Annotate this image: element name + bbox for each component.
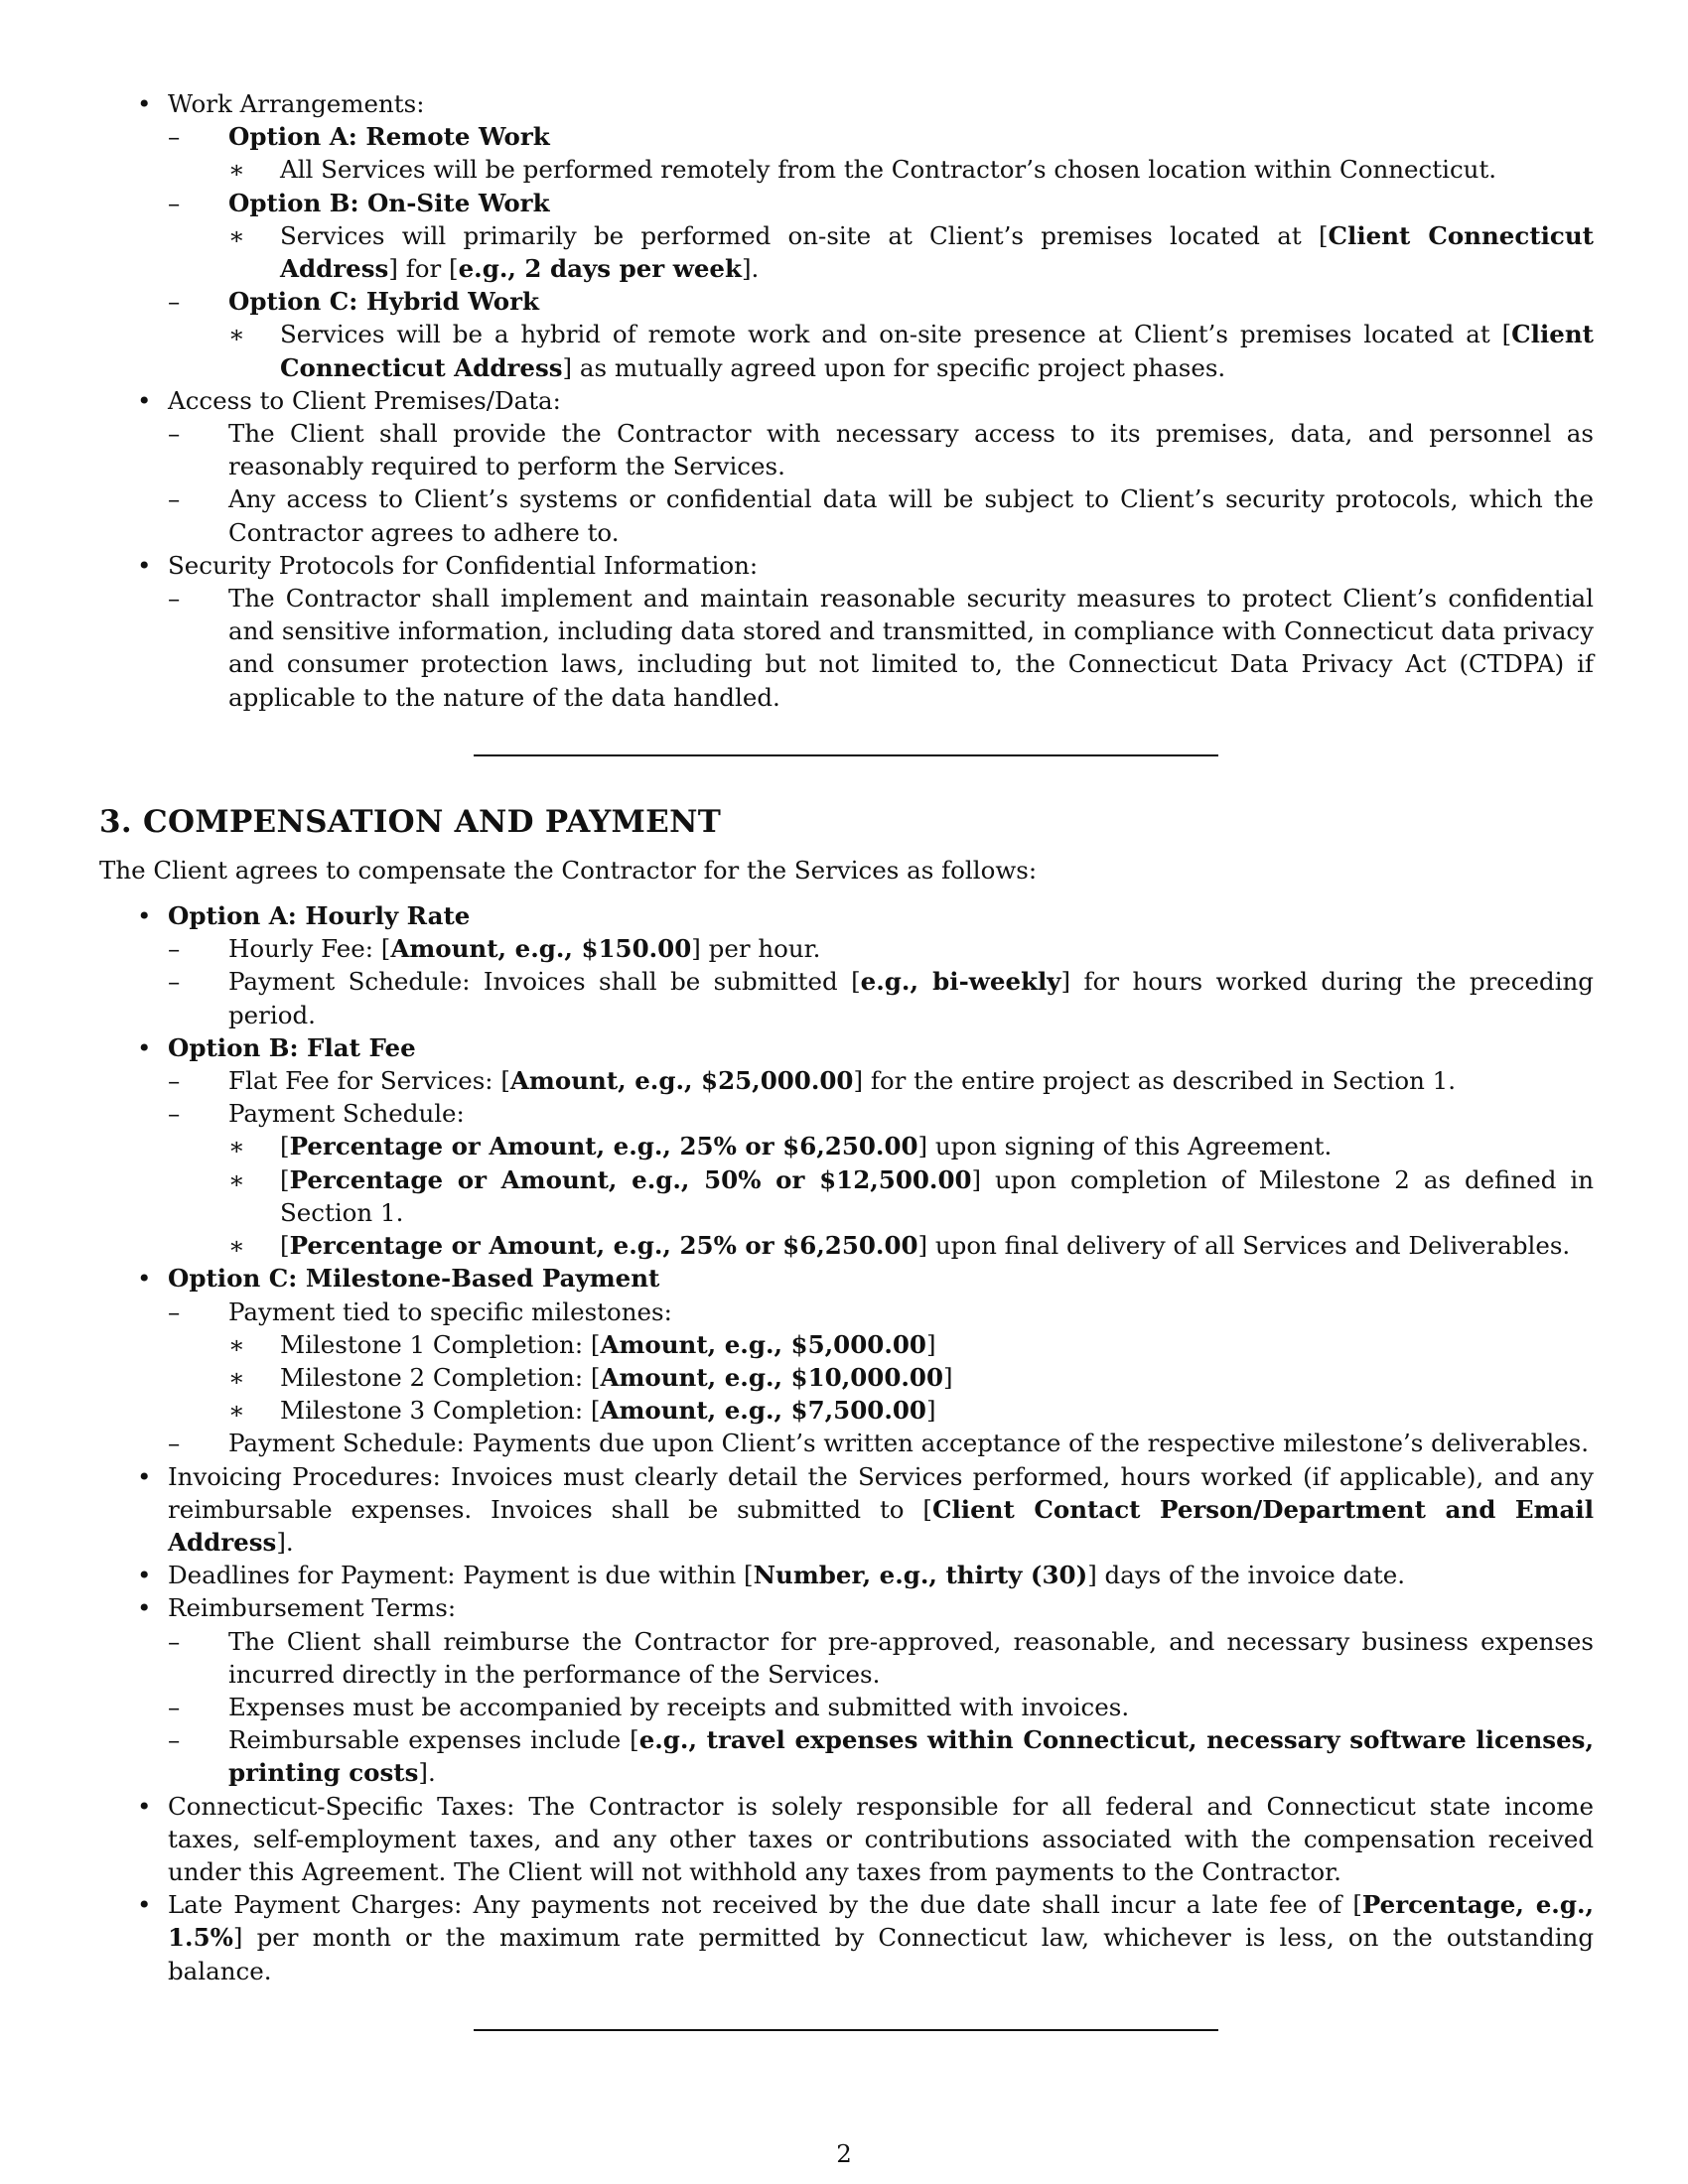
milestone-2-label: Milestone 2 Completion: [280, 1362, 591, 1392]
invoicing-placeholder: Client Contact Person/Department and Email Address [168, 1494, 1595, 1557]
flat-payment-3-end: upon final delivery of all Services and Deliverables. [927, 1231, 1571, 1261]
page-number: 2 [836, 2139, 852, 2168]
access-text-1: – The Client shall provide the Contractor with necessary access to its premises, data, and personnel as reasonably required to perform the Services. [168, 417, 1594, 482]
work-option-a-title: Option A: Remote Work [228, 122, 550, 152]
work-terms-list [99, 87, 1594, 714]
deadlines-placeholder: Number, e.g., thirty (30) [753, 1561, 1088, 1590]
work-option-b-details [228, 219, 1594, 285]
invoicing-item: • Invoicing Procedures: Invoices must clearly detail the Services performed, hours worked (if applicable), and any reimbursable expenses. Invoices shall be submitted to [Client Contact Person/Department and Email Address]. [99, 1460, 1594, 1560]
reimbursement-text-3: – Reimbursable expenses include [e.g., travel expenses within Connecticut, necessary software licenses, printing costs]. [168, 1723, 1594, 1789]
hourly-schedule-end: for hours worked during the preceding period. [228, 967, 1594, 1029]
work-option-b-text: ∗ Services will primarily be performed on-site at Client’s premises located at [Client Connecticut Address] for [e.g., 2 days per week]. [228, 219, 1594, 285]
work-option-b [168, 187, 1594, 286]
milestone-1-placeholder: Amount, e.g., $5,000.00 [600, 1329, 926, 1359]
deadlines-item: • Deadlines for Payment: Payment is due within [Number, e.g., thirty (30)] days of the invoice date. [99, 1559, 1594, 1591]
flat-schedule-list [228, 1130, 1594, 1262]
reimbursement-text-3-end: . [427, 1758, 436, 1788]
work-option-c-text: ∗ Services will be a hybrid of remote work and on-site presence at Client’s premises located at [Client Connecticut Address] as mutually agreed upon for specific project phases. [228, 318, 1594, 383]
security-label: Security Protocols for Confidential Information: [168, 550, 759, 580]
late-payment-item: • Late Payment Charges: Any payments not received by the due date shall incur a late fee of [Percentage, e.g., 1.5%] per month or the maximum rate permitted by Connecticut law, whichever is less, on the outstanding balance. [99, 1888, 1594, 1987]
flat-details [168, 1064, 1594, 1262]
milestone-option [99, 1262, 1594, 1459]
flat-fee-placeholder: Amount, e.g., $25,000.00 [509, 1066, 854, 1096]
hourly-schedule-placeholder: e.g., bi-weekly [860, 967, 1061, 997]
section-divider [474, 754, 1218, 756]
reimbursement-placeholder: e.g., travel expenses within Connecticut, necessary software licenses, printing costs [228, 1725, 1594, 1788]
work-option-b-mid: for [397, 254, 450, 284]
section-divider-bottom [474, 2029, 1218, 2031]
security-text-1: – The Contractor shall implement and maintain reasonable security measures to protect Client’s confidential and sensitive information, including data stored and transmitted, in compliance with Connecticut data privacy and consumer protection laws, including but not limited to, the Connecticut Data Privacy Act (CTDPA) if applicable to the nature of the data handled. [168, 582, 1594, 714]
milestone-list [228, 1328, 1594, 1428]
flat-payment-2-end: upon completion of Milestone 2 as defined in Section 1. [280, 1164, 1594, 1227]
reimbursement-list [168, 1625, 1594, 1790]
work-option-a-details [228, 153, 1594, 186]
security-list [168, 582, 1594, 714]
hourly-schedule-label: Payment Schedule: Invoices shall be submitted [228, 967, 852, 997]
work-arrangements-label: Work Arrangements: [168, 89, 425, 118]
flat-option [99, 1031, 1594, 1262]
milestone-3-placeholder: Amount, e.g., $7,500.00 [600, 1396, 926, 1426]
hourly-option [99, 899, 1594, 1031]
work-option-b-pre: Services will primarily be performed on-site at Client’s premises located at [280, 220, 1319, 250]
flat-schedule-label: Payment Schedule: [228, 1099, 465, 1129]
invoicing-text: Invoicing Procedures: Invoices must clearly detail the Services performed, hours worked (if applicable), and any reimbursable expenses. Invoices shall be submitted to [168, 1461, 1594, 1524]
invoicing-end: . [285, 1527, 294, 1557]
milestone-1-label: Milestone 1 Completion: [280, 1329, 591, 1359]
work-option-b-end: . [751, 254, 760, 284]
flat-payment-2: ∗ [Percentage or Amount, e.g., 50% or $12,500.00] upon completion of Milestone 2 as defined in Section 1. [228, 1163, 1594, 1229]
flat-payment-2-placeholder: Percentage or Amount, e.g., 50% or $12,500.00 [289, 1164, 972, 1194]
hourly-fee-placeholder: Amount, e.g., $150.00 [390, 934, 692, 964]
flat-fee: – Flat Fee for Services: [Amount, e.g., $25,000.00] for the entire project as described in Section 1. [168, 1064, 1594, 1097]
client-address-placeholder-hybrid: Client Connecticut Address [280, 320, 1594, 382]
client-address-placeholder: Client Connecticut Address [280, 220, 1594, 284]
reimbursement-item [99, 1591, 1594, 1789]
milestone-tied-label: Payment tied to specific milestones: [228, 1297, 672, 1326]
milestone-schedule: – Payment Schedule: Payments due upon Client’s written acceptance of the respective milestone’s deliverables. [168, 1427, 1594, 1459]
section-3-intro: The Client agrees to compensate the Contractor for the Services as follows: [99, 855, 1038, 885]
work-option-c-details [228, 318, 1594, 383]
flat-payment-1-end: upon signing of this Agreement. [927, 1132, 1333, 1161]
milestone-2: ∗ Milestone 2 Completion: [Amount, e.g., $10,000.00] [228, 1361, 1594, 1394]
work-arrangements-item [99, 87, 1594, 384]
document-page [99, 87, 1594, 2031]
hourly-fee: – Hourly Fee: [Amount, e.g., $150.00] per hour. [168, 932, 1594, 965]
hourly-schedule: – Payment Schedule: Invoices shall be submitted [e.g., bi-weekly] for hours worked during the preceding period. [168, 965, 1594, 1030]
work-option-c-end: as mutually agreed upon for specific project phases. [572, 352, 1226, 382]
work-option-a [168, 120, 1594, 186]
milestone-3-label: Milestone 3 Completion: [280, 1396, 591, 1426]
late-payment-text: Late Payment Charges: Any payments not received by the due date shall incur a late fee of [168, 1890, 1353, 1920]
flat-payment-3-placeholder: Percentage or Amount, e.g., 25% or $6,250.00 [289, 1231, 918, 1261]
work-option-c-title: Option C: Hybrid Work [228, 287, 539, 317]
access-label: Access to Client Premises/Data: [168, 385, 561, 415]
flat-payment-1: ∗ [Percentage or Amount, e.g., 25% or $6,250.00] upon signing of this Agreement. [228, 1130, 1594, 1162]
days-per-week-placeholder: e.g., 2 days per week [458, 254, 742, 284]
access-item [99, 384, 1594, 549]
flat-schedule [168, 1097, 1594, 1262]
flat-payment-3: ∗ [Percentage or Amount, e.g., 25% or $6,250.00] upon final delivery of all Services and Deliverables. [228, 1229, 1594, 1262]
reimbursement-text-2: – Expenses must be accompanied by receipts and submitted with invoices. [168, 1691, 1594, 1723]
reimbursement-text-1: – The Client shall reimburse the Contractor for pre-approved, reasonable, and necessary business expenses incurred directly in the performance of the Services. [168, 1625, 1594, 1691]
deadlines-text: Deadlines for Payment: Payment is due within [168, 1561, 745, 1590]
section-3-heading: 3. COMPENSATION AND PAYMENT [99, 803, 722, 840]
work-option-b-title: Option B: On-Site Work [228, 188, 550, 217]
access-text-2: – Any access to Client’s systems or confidential data will be subject to Client’s security protocols, which the Contractor agrees to adhere to. [168, 482, 1594, 548]
milestone-title: Option C: Milestone-Based Payment [168, 1264, 660, 1294]
milestone-1: ∗ Milestone 1 Completion: [Amount, e.g., $5,000.00] [228, 1328, 1594, 1361]
milestone-2-placeholder: Amount, e.g., $10,000.00 [600, 1362, 943, 1392]
hourly-fee-label: Hourly Fee: [228, 934, 381, 964]
late-payment-end: per month or the maximum rate permitted by Connecticut law, whichever is less, on the outstanding balance. [168, 1923, 1594, 1985]
access-list [168, 417, 1594, 549]
work-option-c [168, 285, 1594, 384]
compensation-list [99, 899, 1594, 1987]
flat-fee-end: for the entire project as described in Section 1. [863, 1066, 1457, 1096]
milestone-3: ∗ Milestone 3 Completion: [Amount, e.g., $7,500.00] [228, 1394, 1594, 1427]
taxes-item: • Connecticut-Specific Taxes: The Contractor is solely responsible for all federal and Connecticut state income taxes, self-employment taxes, and any other taxes or contributions associated with the compensation received under this Agreement. The Client will not withhold any taxes from payments to the Contractor. [99, 1790, 1594, 1889]
security-item [99, 549, 1594, 714]
flat-fee-label: Flat Fee for Services: [228, 1066, 501, 1096]
flat-payment-1-placeholder: Percentage or Amount, e.g., 25% or $6,250.00 [289, 1132, 918, 1161]
late-fee-placeholder: Percentage, e.g., 1.5% [168, 1890, 1595, 1953]
work-options-list [168, 120, 1594, 384]
hourly-title: Option A: Hourly Rate [168, 901, 471, 931]
work-option-a-text: ∗ All Services will be performed remotely from the Contractor’s chosen location within Connecticut. [228, 153, 1594, 186]
hourly-fee-end: per hour. [700, 934, 821, 964]
hourly-details [168, 932, 1594, 1031]
milestone-tied [168, 1296, 1594, 1428]
reimbursement-label: Reimbursement Terms: [168, 1593, 457, 1623]
reimbursement-text-3-pre: Reimbursable expenses include [228, 1725, 631, 1755]
milestone-details [168, 1296, 1594, 1460]
work-option-c-pre: Services will be a hybrid of remote work and on-site presence at Client’s premises located at [280, 320, 1502, 349]
deadlines-end: days of the invoice date. [1096, 1561, 1406, 1590]
flat-title: Option B: Flat Fee [168, 1032, 416, 1062]
